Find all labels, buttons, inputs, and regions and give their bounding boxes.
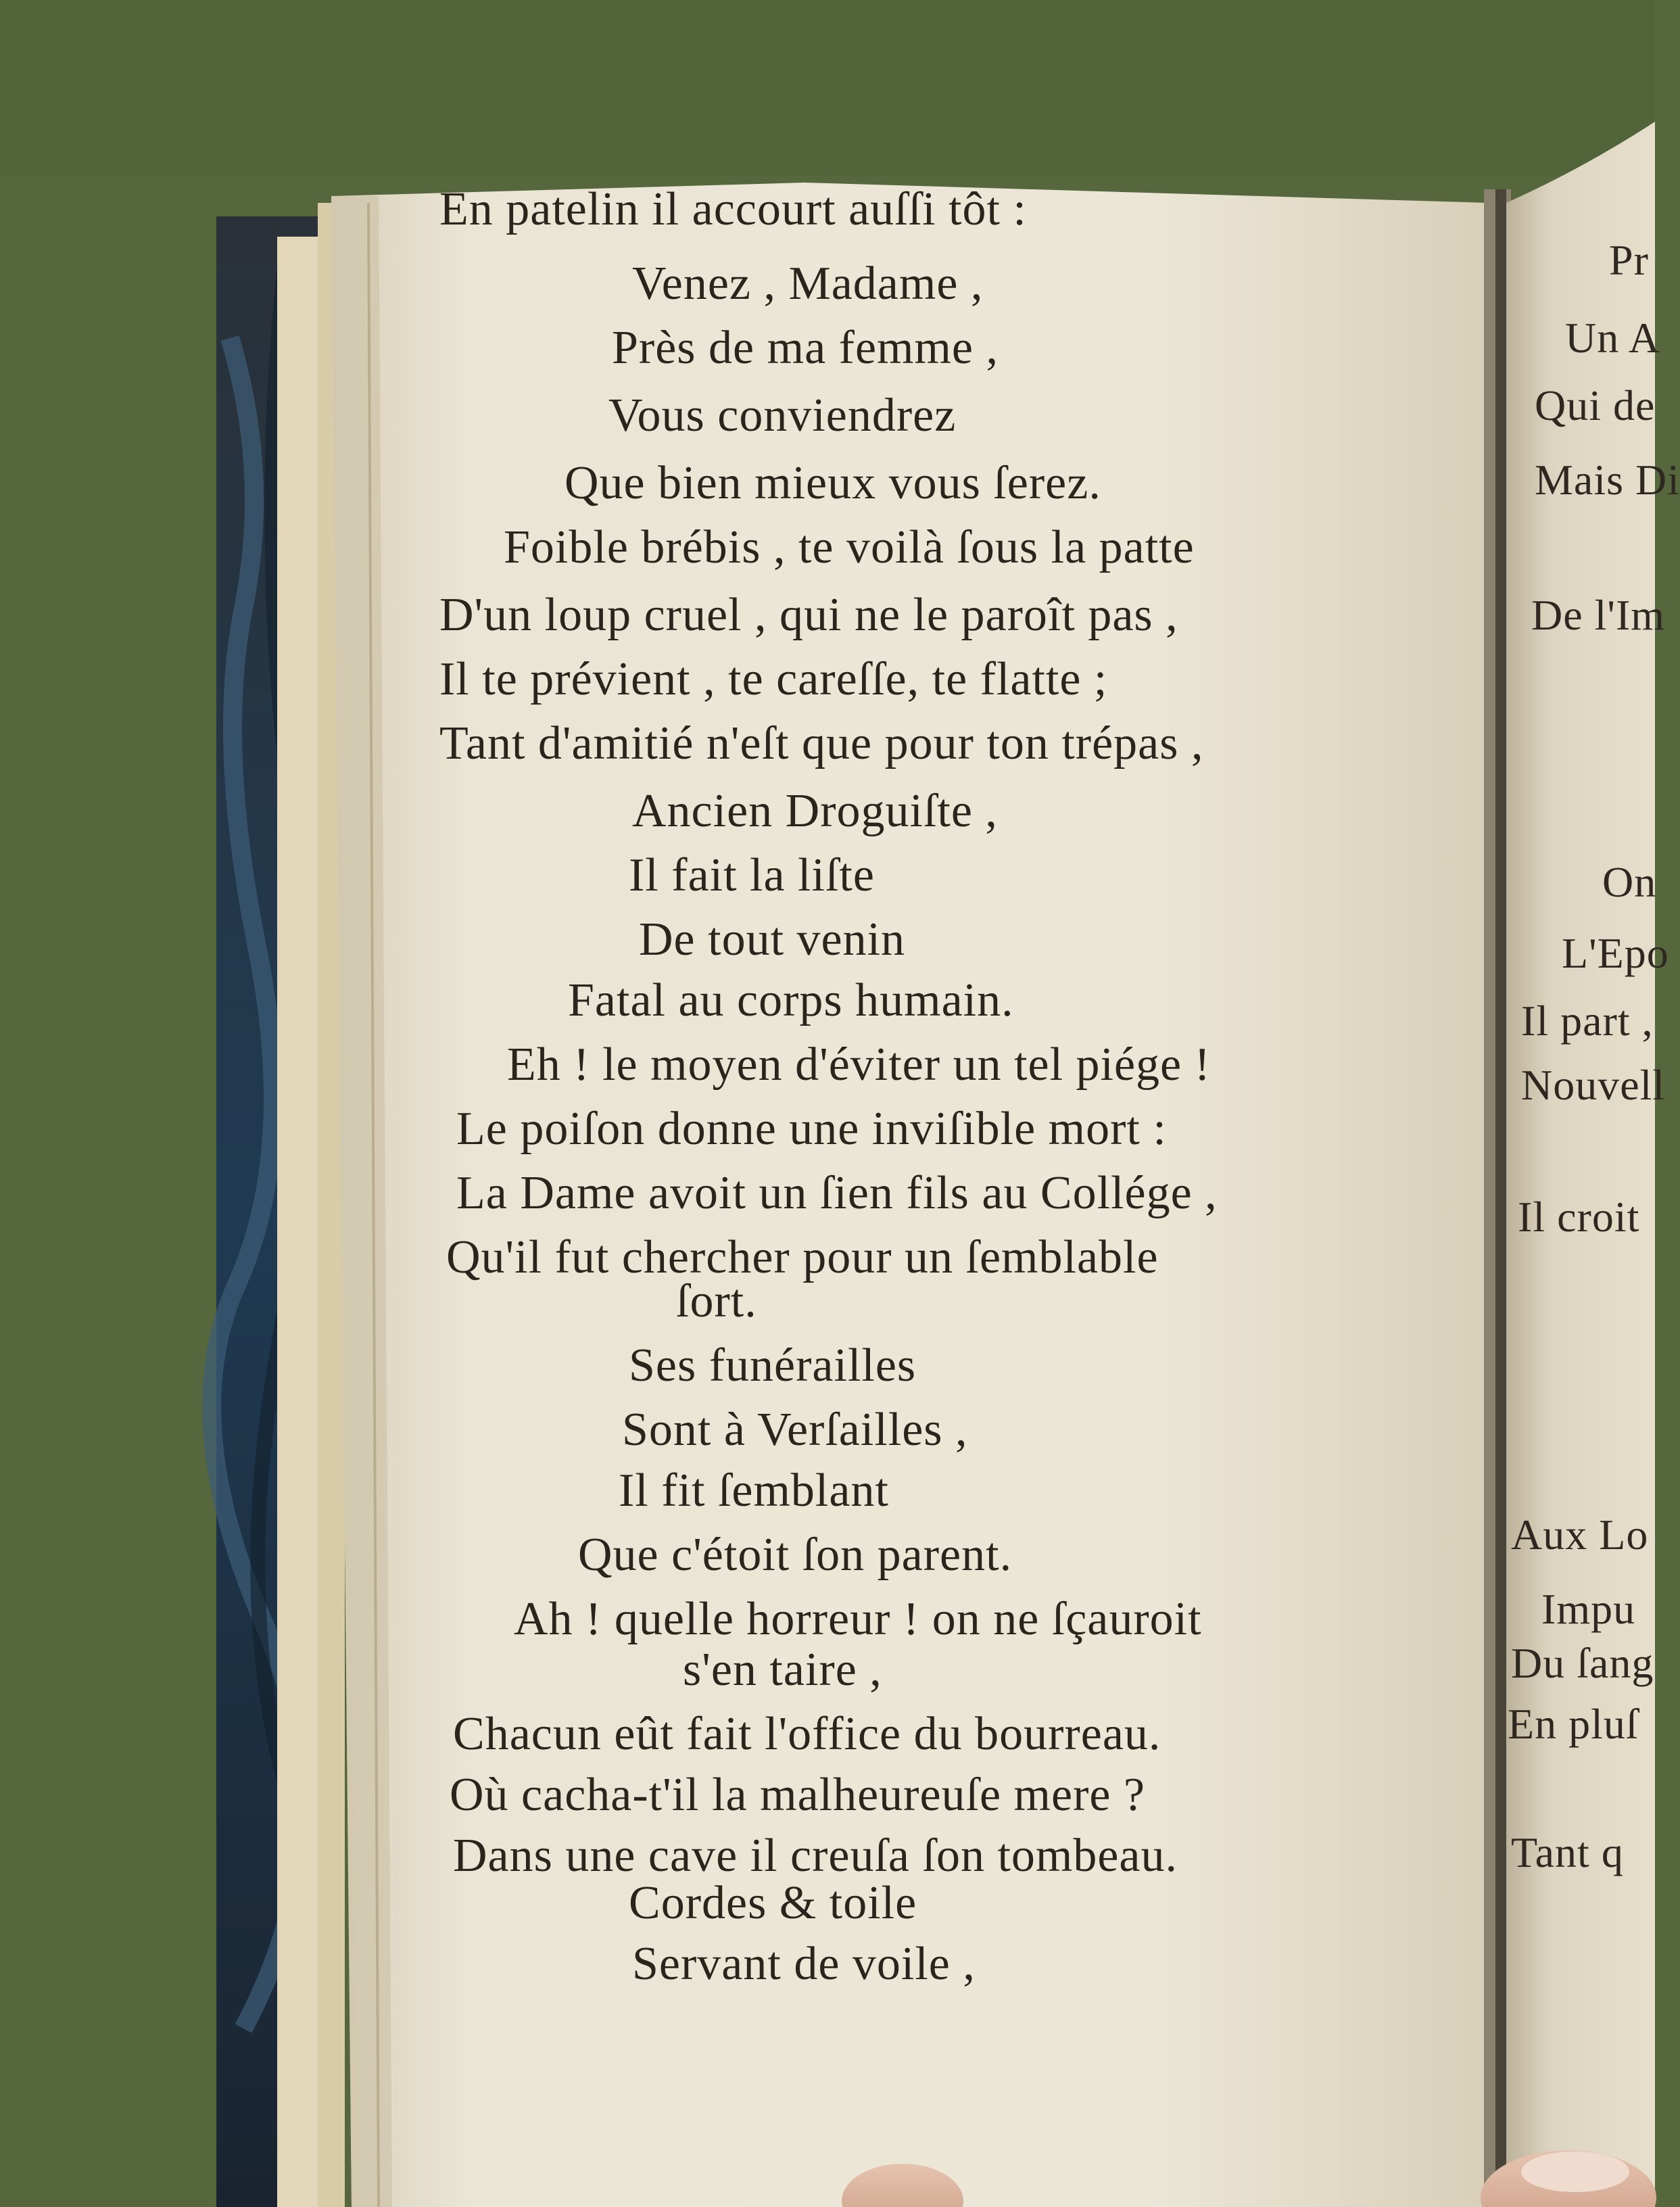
poem-line: Dans une cave il creuſa ſon tombeau. <box>453 1830 1178 1882</box>
fragment-line: De l'Im <box>1531 591 1666 639</box>
fragment-line: Du ſang <box>1511 1639 1654 1687</box>
poem-line: Foible brébis , te voilà ſous la patte <box>504 521 1195 573</box>
fragment-line: Pr <box>1609 236 1649 284</box>
poem-line: Près de ma femme , <box>612 322 999 374</box>
poem-line: Servant de voile , <box>632 1938 976 1990</box>
fragment-line: Il croit <box>1518 1193 1640 1241</box>
poem-line: Tant d'amitié n'eſt que pour ton trépas , <box>439 717 1204 769</box>
fragment-line: Nouvell <box>1521 1061 1666 1109</box>
poem-line: Le poiſon donne une inviſible mort : <box>456 1103 1167 1155</box>
fragment-line: L'Epo <box>1562 929 1669 977</box>
poem-line: Que c'étoit ſon parent. <box>578 1529 1013 1581</box>
fragment-line: Aux Lo <box>1511 1511 1649 1559</box>
fragment-line: Tant q <box>1511 1828 1624 1876</box>
poem-line: Sont à Verſailles , <box>622 1404 968 1456</box>
poem-line: Cordes & toile <box>629 1877 917 1929</box>
poem-line: De tout venin <box>639 913 906 966</box>
poem-line: Ses funérailles <box>629 1339 917 1392</box>
fragment-line: Qui de <box>1535 381 1656 429</box>
poem-line: s'en taire , <box>683 1644 882 1696</box>
poem-line: Chacun eût fait l'office du bourreau. <box>453 1708 1161 1760</box>
poem-line: Ah ! quelle horreur ! on ne ſçauroit <box>514 1593 1202 1645</box>
poem-line: D'un loup cruel , qui ne le paroît pas , <box>439 589 1178 641</box>
fragment-line: On <box>1602 858 1657 906</box>
fragment-line: Un A <box>1565 314 1660 362</box>
poem-line: ſort. <box>676 1275 757 1327</box>
poem-line: En patelin il accourt auſſi tôt : <box>439 183 1027 235</box>
poem-line: Vous conviendrez <box>608 389 957 442</box>
poem-line: Il fit ſemblant <box>619 1465 889 1517</box>
fragment-line: En pluſ <box>1508 1700 1639 1748</box>
poem-line: Ancien Droguiſte , <box>632 785 998 837</box>
poem-line: Qu'il fut chercher pour un ſemblable <box>446 1231 1159 1283</box>
fragment-line: Il part , <box>1521 997 1654 1045</box>
poem-line: Où cacha-t'il la malheureuſe mere ? <box>450 1769 1146 1821</box>
poem-line: Il fait la liſte <box>629 849 875 901</box>
fragment-line: Impu <box>1541 1585 1636 1633</box>
poem-line: La Dame avoit un ſien fils au Collége , <box>456 1167 1218 1219</box>
poem-line: Il te prévient , te careſſe, te flatte ; <box>439 653 1108 705</box>
fragment-line: Mais Di <box>1535 456 1680 504</box>
poem-line: Venez , Madame , <box>632 258 984 310</box>
poem-line: Eh ! le moyen d'éviter un tel piége ! <box>507 1039 1211 1091</box>
poem-line: Fatal au corps humain. <box>568 974 1014 1026</box>
poem-line: Que bien mieux vous ſerez. <box>565 457 1101 509</box>
